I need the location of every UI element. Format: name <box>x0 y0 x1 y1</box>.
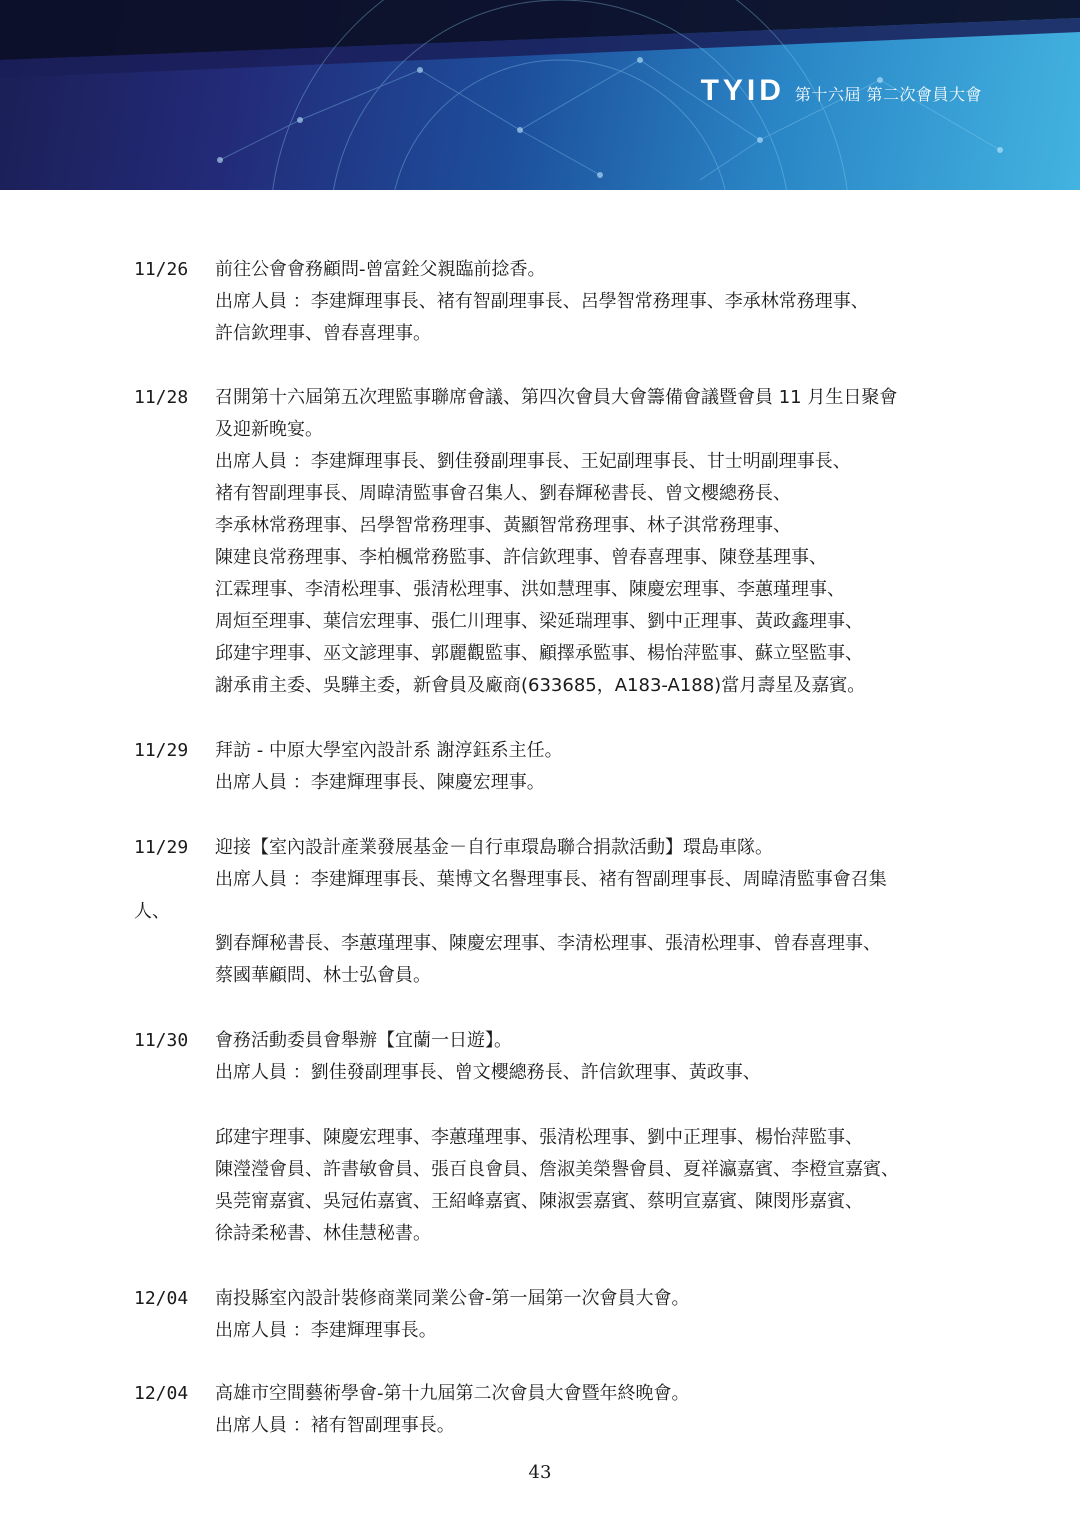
event-date: 11/30 <box>134 1030 189 1051</box>
header-subtitle: 第十六屆 第二次會員大會 <box>794 85 982 104</box>
event-date: 11/26 <box>134 259 189 280</box>
attendees-line: 謝承甫主委、吳驊主委，新會員及廠商(633685，A183-A188)當月壽星及嘉賓。 <box>215 675 866 696</box>
attendees-line: 吳莞甯嘉賓、吳冠佑嘉賓、王紹峰嘉賓、陳淑雲嘉賓、蔡明宣嘉賓、陳閔彤嘉賓、 <box>215 1191 863 1212</box>
event-title: 會務活動委員會舉辦【宜蘭一日遊】。 <box>215 1030 512 1051</box>
attendees-line: 出席人員 ：李建輝理事長、劉佳發副理事長、王妃副理事長、甘士明副理事長、 <box>215 451 851 472</box>
attendees-line: 出席人員 ：李建輝理事長。 <box>215 1320 437 1341</box>
attendees-line: 出席人員 ：李建輝理事長、葉博文名譽理事長、褚有智副理事長、周暐清監事會召集 <box>215 869 887 890</box>
event-title: 及迎新晚宴。 <box>215 419 323 440</box>
event-date: 11/29 <box>134 740 189 761</box>
attendees-line: 出席人員 ：劉佳發副理事長、曾文櫻總務長、許信欽理事、黃政事、 <box>215 1062 761 1083</box>
attendees-line: 褚有智副理事長、周暐清監事會召集人、劉春輝秘書長、曾文櫻總務長、 <box>215 483 791 504</box>
attendees-line: 出席人員 ：褚有智副理事長。 <box>215 1415 455 1436</box>
event-title: 拜訪 - 中原大學室內設計系 謝淳鈺系主任。 <box>215 740 563 761</box>
event-title: 召開第十六屆第五次理監事聯席會議、第四次會員大會籌備會議暨會員 11 月生日聚會 <box>215 387 898 408</box>
attendees-line: 江霖理事、李清松理事、張清松理事、洪如慧理事、陳慶宏理事、李蕙瑾理事、 <box>215 579 845 600</box>
event-title: 前往公會會務顧問-曾富銓父親臨前捻香。 <box>215 259 546 280</box>
attendees-line: 陳建良常務理事、李柏楓常務監事、許信欽理事、曾春喜理事、陳登基理事、 <box>215 547 827 568</box>
page-number: 43 <box>528 1462 552 1483</box>
attendees-line: 周烜至理事、葉信宏理事、張仁川理事、梁延瑞理事、劉中正理事、黃政鑫理事、 <box>215 611 863 632</box>
attendees-line: 出席人員 ：李建輝理事長、褚有智副理事長、呂學智常務理事、李承林常務理事、 <box>215 291 869 312</box>
attendees-line: 人、 <box>134 901 170 922</box>
event-title: 高雄市空間藝術學會-第十九屆第二次會員大會暨年終晚會。 <box>215 1383 690 1404</box>
attendees-line: 蔡國華顧問、林士弘會員。 <box>215 965 431 986</box>
event-date: 12/04 <box>134 1383 189 1404</box>
attendees-line: 邱建宇理事、陳慶宏理事、李蕙瑾理事、張清松理事、劉中正理事、楊怡萍監事、 <box>215 1127 863 1148</box>
attendees-line: 徐詩柔秘書、林佳慧秘書。 <box>215 1223 431 1244</box>
attendees-line: 出席人員 ：李建輝理事長、陳慶宏理事。 <box>215 772 545 793</box>
event-date: 11/29 <box>134 837 189 858</box>
header-banner <box>0 0 1080 190</box>
event-title: 南投縣室內設計裝修商業同業公會-第一屆第一次會員大會。 <box>215 1288 690 1309</box>
attendees-line: 劉春輝秘書長、李蕙瑾理事、陳慶宏理事、李清松理事、張清松理事、曾春喜理事、 <box>215 933 881 954</box>
tyid-logo: TYID <box>700 74 785 107</box>
event-date: 11/28 <box>134 387 189 408</box>
event-date: 12/04 <box>134 1288 189 1309</box>
attendees-line: 陳瀅瀅會員、許書敏會員、張百良會員、詹淑美榮譽會員、夏祥瀛嘉賓、李橙宣嘉賓、 <box>215 1159 899 1180</box>
attendees-line: 邱建宇理事、巫文諺理事、郭麗觀監事、顧擇承監事、楊怡萍監事、蘇立堅監事、 <box>215 643 863 664</box>
header-brand <box>701 74 982 108</box>
attendees-line: 許信欽理事、曾春喜理事。 <box>215 323 431 344</box>
event-title: 迎接【室內設計產業發展基金－自行車環島聯合捐款活動】環島車隊。 <box>215 837 773 858</box>
attendees-line: 李承林常務理事、呂學智常務理事、黃顯智常務理事、林子淇常務理事、 <box>215 515 791 536</box>
